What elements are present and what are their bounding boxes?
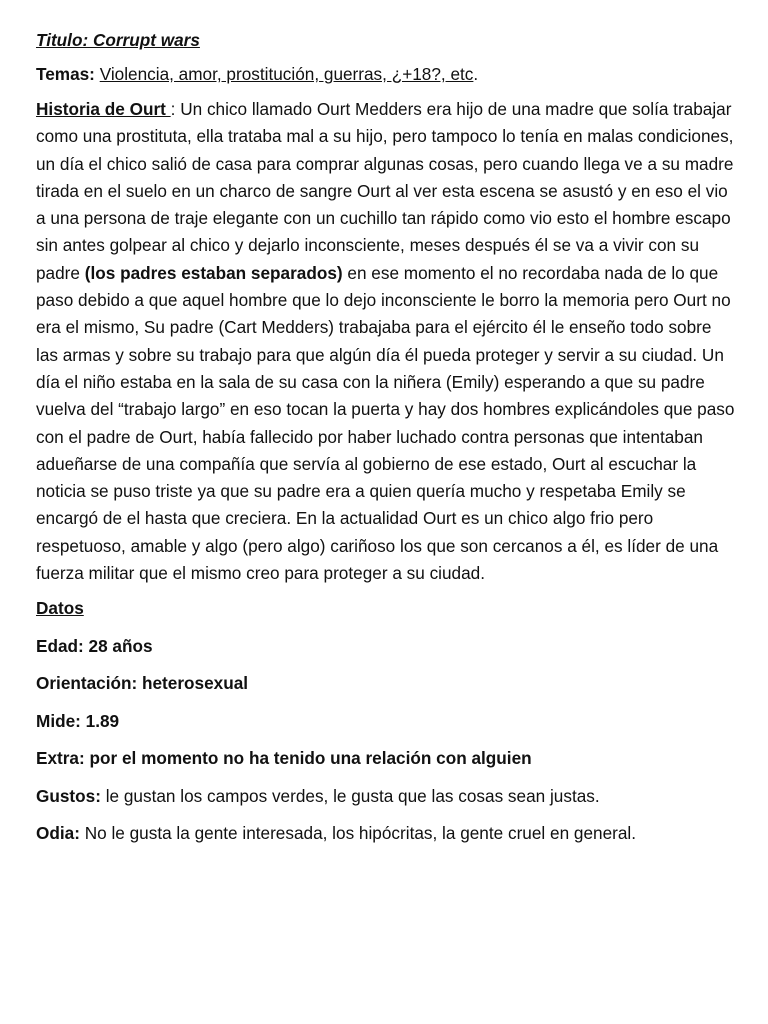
odia-line [36,821,736,845]
temas-value: Violencia, amor, prostitución, guerras, ¿+18?, etc [99,64,474,84]
gustos-value: le gustan los campos verdes, le gusta que las cosas sean justas. [100,785,600,806]
orientacion-line: Orientación: heterosexual [36,673,249,694]
title-text: Titulo: Corrupt wars [36,30,200,50]
gustos-line [36,784,736,808]
document-page [36,28,736,859]
mide-line: Mide: 1.89 [36,710,120,731]
temas-trailing: . [473,64,479,84]
odia-label: Odia: [36,823,80,844]
edad-line: Edad: 28 años [36,635,153,656]
extra-line: Extra: por el momento no ha tenido una relación con alguien [36,748,532,769]
document-title [36,28,736,52]
temas-label: Temas: [36,64,95,84]
historia-label: Historia de Ourt [36,99,171,119]
gustos-label: Gustos: [36,785,101,806]
historia-text-1: : Un chico llamado Ourt Medders era hijo de una madre que solía trabajar como una prostituta, ella trataba mal a su hijo, pero tampoco lo tenía en malas condiciones, un día el chico salió de casa para comprar algunas cosas, pero cuando llega ve a su madre tirada en el suelo en un charco de sangre Ourt al ver esta escena se asustó y en eso el vio a una persona de traje elegante con un cuchillo tan rápido como vio esto el hombre escapo sin antes golpear al chico y dejarlo inconsciente, meses después él se va a vivir con su padre [36,99,734,283]
historia-paragraph [36,96,736,587]
temas-line [36,62,736,86]
historia-bold-text: (los padres estaban separados) [84,262,343,283]
historia-text-2: en ese momento el no recordaba nada de lo que paso debido a que aquel hombre que lo dejo inconsciente le borro la memoria pero Ourt no era el mismo, Su padre (Cart Medders) trabajaba para el ejército él le enseño todo sobre las armas y sobre su trabajo para que algún día él pueda proteger y servir a su ciudad. Un día el niño estaba en la sala de su casa con la niñera (Emily) esperando a que su padre vuelva del “trabajo largo” en eso tocan la puerta y hay dos hombres explicándoles que paso con el padre de Ourt, había fallecido por haber luchado contra personas que intentaban adueñarse de una compañía que servía al gobierno de ese estado, Ourt al escuchar la noticia se puso triste ya que su padre era a quien quería mucho y respetaba Emily se encargó de el hasta que creciera. En la actualidad Ourt es un chico algo frio pero respetuoso, amable y algo (pero algo) cariñoso los que son cercanos a él, es líder de una fuerza militar que el mismo creo para proteger a su ciudad. [36,262,735,584]
odia-value: No le gusta la gente interesada, los hipócritas, la gente cruel en general. [79,823,637,844]
datos-heading-line [36,596,736,620]
datos-heading: Datos [36,598,84,619]
